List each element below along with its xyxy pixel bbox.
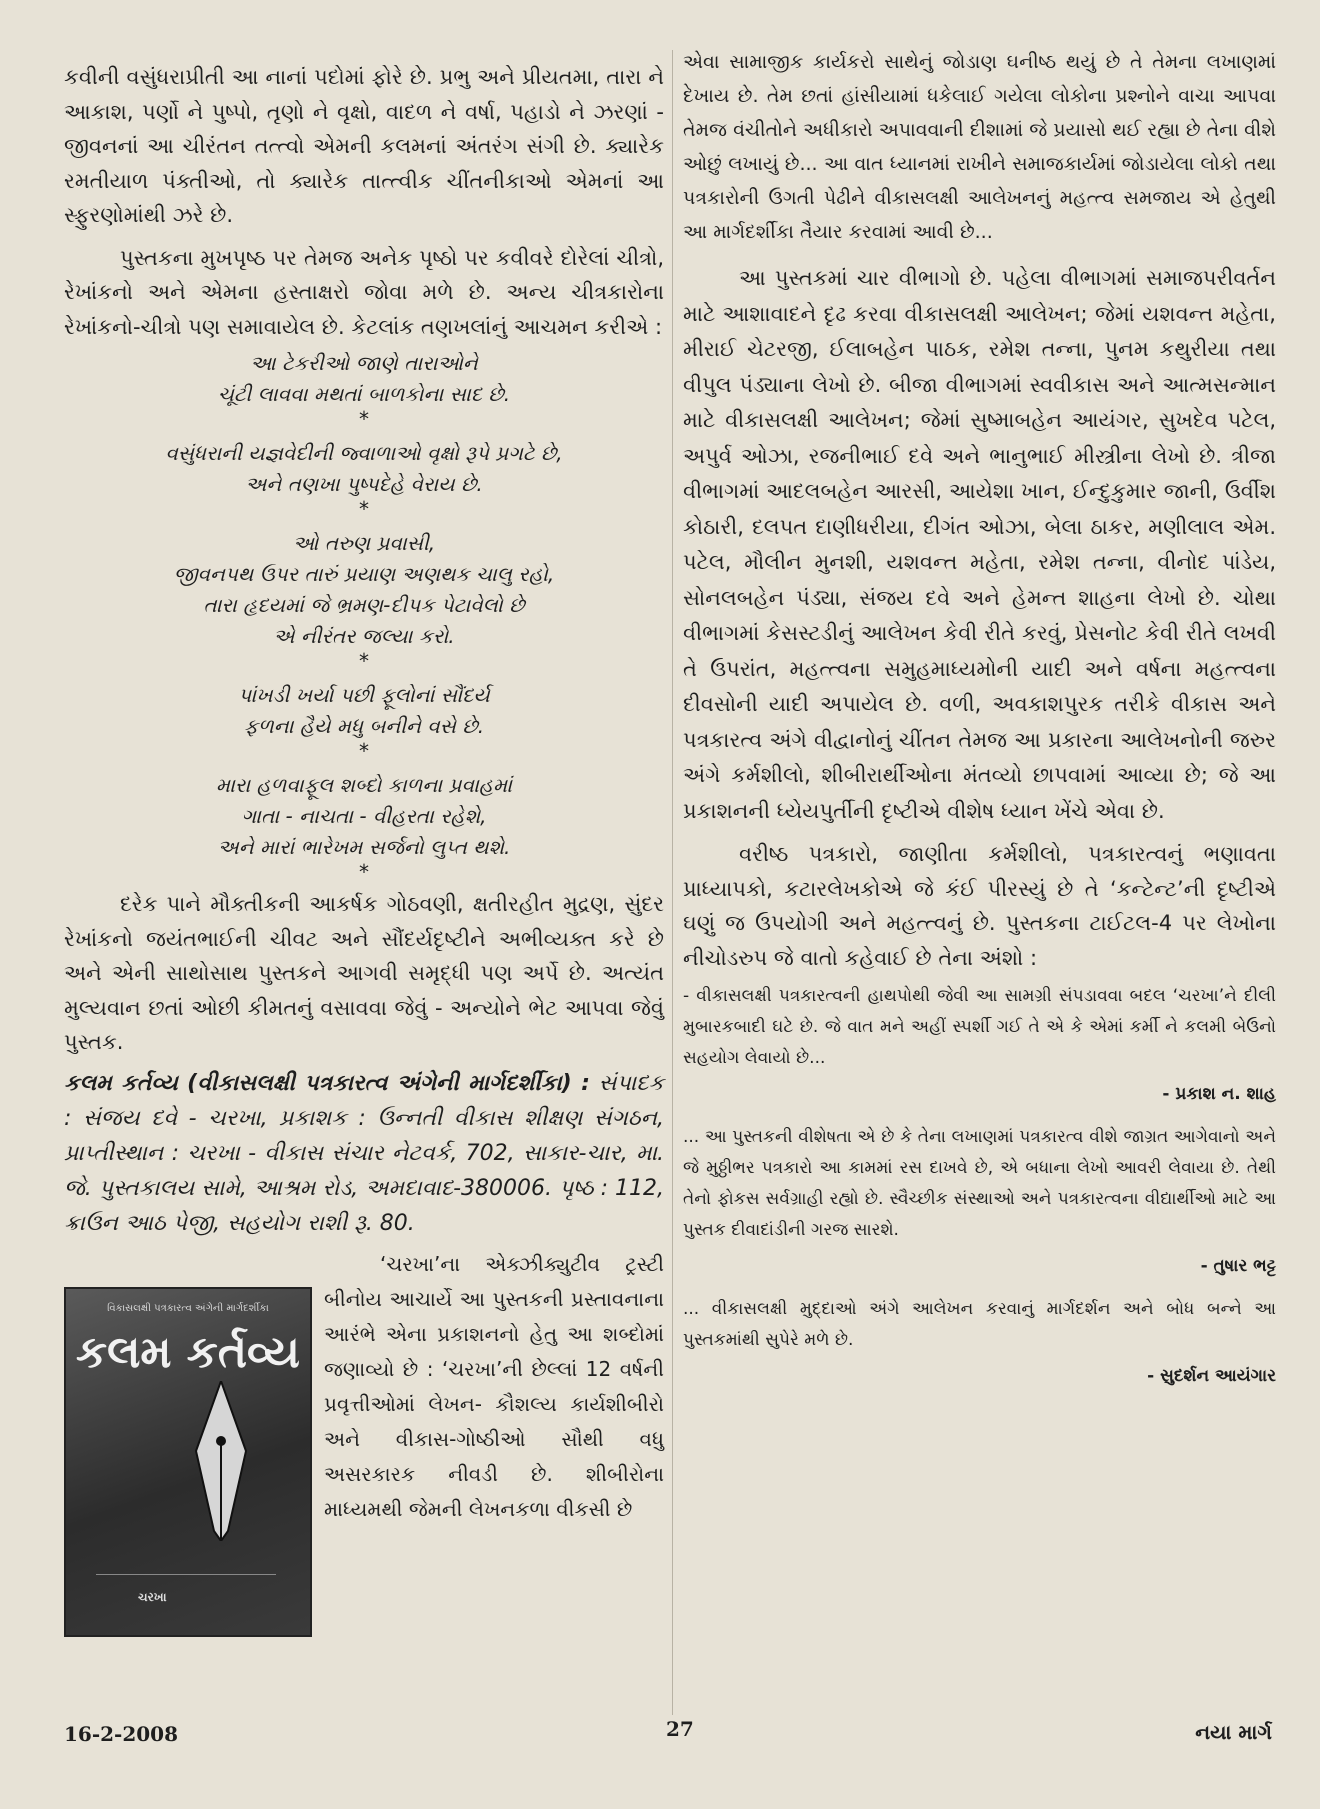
poem-3 bbox=[64, 528, 664, 652]
poem-line: અને મારાં ભારેખમ સર્જનો લુપ્ત થશે. bbox=[217, 835, 511, 859]
quote-text: ... વીકાસલક્ષી મુદ્દાઓ અંગે આલેખન કરવાનું માર્ગદર્શન અને બોધ બન્ને આ પુસ્તકમાંથી સુપેરે મળે છે. bbox=[683, 1299, 1276, 1350]
quote-1 bbox=[683, 981, 1276, 1106]
book-publication-info: સંપાદક : સંજય દવે - ચરખા, પ્રકાશક : ઉન્નતી વીકાસ શીક્ષણ સંગઠન, પ્રાપ્તીસ્થાન : ચરખા - વીકાસ સંચાર નેટવર્ક, 702, સાકાર-ચાર, મા. જે. પુસ્તકાલય સામે, આશ્રમ રોડ, અમદાવાદ-380006. પૃષ્ઠ : 112, ક્રાઉન આઠ પેજી, સહયોગ રાશી રૂ. 80. bbox=[64, 1070, 664, 1236]
quote-text: - વીકાસલક્ષી પત્રકારત્વની હાથપોથી જેવી આ સામગ્રી સંપડાવવા બદલ ‘ચરખા’ને દીલી મુબારકબાદી ઘટે છે. જે વાત મને અહીં સ્પર્શી ગઈ તે એ કે એમાં કર્મી ને કલમી બેઉનો સહયોગ લેવાયો છે... bbox=[683, 986, 1276, 1068]
quote-text: ... આ પુસ્તકની વીશેષતા એ છે કે તેના લખાણમાં પત્રકારત્વ વીશે જાગ્રત આગેવાનો અને જે મુઠ્ઠીભર પત્રકારો આ કામમાં રસ દાખવે છે, એ બધાના લેખો આવરી લેવાયા છે. તેથી તેનો ફોકસ સર્વગ્રાહી રહ્યો છે. સ્વૈચ્છીક સંસ્થાઓ અને પત્રકારત્વના વીદ્યાર્થીઓ માટે આ પુસ્તક દીવાદાંડીની ગરજ સારશે. bbox=[683, 1127, 1276, 1240]
right-column bbox=[683, 45, 1276, 1404]
intro-paragraph: ‘ચરખા’ના એક્ઝીક્યુટીવ ટ્રસ્ટી બીનોય આચાર્યે આ પુસ્તકની પ્રસ્તાવનાના આરંભે એના પ્રકાશનનો હેતુ આ શબ્દોમાં જણાવ્યો છે : ‘ચરખા’ની છેલ્લાં 12 વર્ષની પ્રવૃત્તીઓમાં લેખન- કૌશલ્ય કાર્યશીબીરો અને વીકાસ-ગોષ્ઠીઓ સૌથી વધુ અસરકારક નીવડી છે. શીબીરોના માધ્યમથી જેમની લેખનકળા વીકસી છે bbox=[324, 1251, 664, 1521]
issue-date: 16-2-2008 bbox=[64, 1722, 179, 1746]
poem-line: ફળના હૈયે મધુ બનીને વસે છે. bbox=[243, 714, 485, 738]
poem-line: તારા હૃદયમાં જે ભ્રમણ-દીપક પેટાવેલો છે bbox=[203, 593, 525, 617]
quote-author: - પ્રકાશ ન. શાહ bbox=[1162, 1084, 1276, 1104]
quote-2 bbox=[683, 1122, 1276, 1278]
poem-line: મારા હળવાફૂલ શબ્દો કાળના પ્રવાહમાં bbox=[215, 773, 513, 797]
pen-nib-icon bbox=[186, 1381, 256, 1541]
page-number: 27 bbox=[666, 1717, 694, 1741]
poem-line: ઓ તરુણ પ્રવાસી, bbox=[292, 531, 436, 555]
poem-separator: * bbox=[359, 739, 369, 763]
book-details bbox=[64, 1066, 664, 1241]
review-paragraph-5: આ પુસ્તકમાં ચાર વીભાગો છે. પહેલા વીભાગમાં સમાજપરીવર્તન માટે આશાવાદને દૃઢ કરવા વીકાસલક્ષી આલેખન; જેમાં યશવન્ત મહેતા, મીરાઈ ચેટરજી, ઈલાબહેન પાઠક, રમેશ તન્ના, પુનમ કથુરીયા તથા વીપુલ પંડ્યાના લેખો છે. બીજા વીભાગમાં સ્વવીકાસ અને આત્મસન્માન માટે વીકાસલક્ષી આલેખન; જેમાં સુષ્માબહેન આયંગર, સુખદેવ પટેલ, અપુર્વ ઓઝા, રજનીભાઈ દવે અને ભાનુભાઈ મીસ્ત્રીના લેખો છે. ત્રીજા વીભાગમાં આદલબહેન આરસી, આયેશા ખાન, ઈન્દુકુમાર જાની, ઉર્વીશ કોઠારી, દલપત દાણીધરીયા, દીગંત ઓઝા, બેલા ઠાકર, મણીલાલ એમ. પટેલ, મૌલીન મુનશી, યશવન્ત મહેતા, રમેશ તન્ના, વીનોદ પાંડેય, સોનલબહેન પંડ્યા, સંજય દવે અને હેમન્ત શાહના લેખો છે. ચોથા વીભાગમાં કેસસ્ટડીનું આલેખન કેવી રીતે કરવું, પ્રેસનોટ કેવી રીતે લખવી તે ઉપરાંત, મહત્ત્વના સમુહમાધ્યમોની યાદી અને વર્ષના મહત્ત્વના દીવસોની યાદી અપાયેલ છે. વળી, અવકાશપુરક તરીકે વીકાસ અને પત્રકારત્વ અંગે વીદ્વાનોનું ચીંતન તેમજ આ પ્રકારના આલેખનોની જરુર અંગે કર્મશીલો, શીબીરાર્થીઓના મંતવ્યો છાપવામાં આવ્યા છે; જે આ પ્રકાશનની ધ્યેયપુર્તીની દૃષ્ટીએ વીશેષ ધ્યાન ખેંચે એવા છે. bbox=[683, 266, 1276, 823]
quote-3 bbox=[683, 1294, 1276, 1388]
quotes-section bbox=[683, 981, 1276, 1388]
column-divider bbox=[672, 50, 673, 1715]
review-paragraph-4: એવા સામાજીક કાર્યકરો સાથેનું જોડાણ ઘનીષ્ઠ થયું છે તે તેમના લખાણમાં દેખાય છે. તેમ છતાં હાંસીયામાં ધકેલાઈ ગયેલા લોકોના પ્રશ્નોને વાચા આપવા તેમજ વંચીતોને અધીકારો અપાવવાની દીશામાં જે પ્રયાસો થઈ રહ્યા છે તેના વીશે ઓછું લખાયું છે... આ વાત ધ્યાનમાં રાખીને સમાજકાર્યમાં જોડાયેલા લોકો તથા પત્રકારોની ઉગતી પેઢીને વીકાસલક્ષી આલેખનનું મહત્ત્વ સમજાય એ હેતુથી આ માર્ગદર્શીકા તૈયાર કરવામાં આવી છે... bbox=[683, 51, 1276, 243]
poem-line: અને તણખા પુષ્પદેહે વેરાય છે. bbox=[245, 472, 483, 496]
poem-1 bbox=[64, 348, 664, 410]
poem-2 bbox=[64, 438, 664, 500]
poem-separator: * bbox=[359, 860, 369, 884]
poem-5 bbox=[64, 770, 664, 863]
review-paragraph-2: પુસ્તકના મુખપૃષ્ઠ પર તેમજ અનેક પૃષ્ઠો પર કવીવરે દોરેલાં ચીત્રો, રેખાંકનો અને એમના હસ્તાક્ષરો જોવા મળે છે. અન્ય ચીત્રકારોના રેખાંકનો-ચીત્રો પણ સમાવાયેલ છે. કેટલાંક તણખલાંનું આચમન કરીએ : bbox=[64, 245, 664, 339]
poem-line: આ ટેકરીઓ જાણે તારાઓને bbox=[250, 351, 478, 375]
book-title: કલમ કર્તવ્ય (વીકાસલક્ષી પત્રકારત્વ અંગેની માર્ગદર્શીકા) : bbox=[64, 1070, 590, 1096]
book-intro-section bbox=[64, 1247, 664, 1752]
review-paragraph-3: દરેક પાને મૌક્તીકની આકર્ષક ગોઠવણી, ક્ષતીરહીત મુદ્રણ, સુંદર રેખાંકનો જયંતભાઈની ચીવટ અને સૌંદર્યદૃષ્ટીને અભીવ્યક્ત કરે છે અને એની સાથોસાથ પુસ્તકને આગવી સમૃદ્ધી પણ અર્પે છે. અત્યંત મુલ્યવાન છતાં ઓછી કીમતનું વસાવવા જેવું - અન્યોને ભેટ આપવા જેવું પુસ્તક. bbox=[64, 892, 664, 1054]
poem-line: વસુંધરાની યજ્ઞવેદીની જ્વાળાઓ વૃક્ષો રૂપે પ્રગટે છે, bbox=[165, 441, 563, 465]
poem-line: જીવનપથ ઉપર તારું પ્રયાણ અણથક ચાલુ રહો, bbox=[173, 562, 555, 586]
cover-publisher-logo: ચરખા bbox=[138, 1589, 167, 1604]
quote-author: - સુદર્શન આયંગાર bbox=[1147, 1366, 1276, 1386]
poem-excerpts bbox=[64, 348, 664, 884]
cover-subtitle: વિકાસલક્ષી પત્રકારત્વ અંગેની માર્ગદર્શીકા bbox=[107, 1302, 269, 1314]
review-paragraph-6: વરીષ્ઠ પત્રકારો, જાણીતા કર્મશીલો, પત્રકારત્વનું ભણાવતા પ્રાધ્યાપકો, કટારલેખકોએ જે કંઈ પીરસ્યું છે તે ‘કન્ટેન્ટ’ની દૃષ્ટીએ ઘણું જ ઉપયોગી અને મહત્ત્વનું છે. પુસ્તકના ટાઈટલ-4 પર લેખોના નીચોડરુપ જે વાતો કહેવાઈ છે તેના અંશો : bbox=[683, 842, 1276, 970]
review-paragraph-1: કવીની વસુંધરાપ્રીતી આ નાનાં પદોમાં ફોરે છે. પ્રભુ અને પ્રીયતમા, તારા ને આકાશ, પર્ણો ને પુષ્પો, તૃણો ને વૃક્ષો, વાદળ ને વર્ષા, પહાડો ને ઝરણાં - જીવનનાં આ ચીરંતન તત્ત્વો એમની કલમનાં અંતરંગ સંગી છે. ક્યારેક રમતીયાળ પંક્તીઓ, તો ક્યારેક તાત્ત્વીક ચીંતનીકાઓ એમનાં આ સ્ફુરણોમાંથી ઝરે છે. bbox=[64, 65, 664, 227]
poem-4 bbox=[64, 680, 664, 742]
poem-line: ગાતા - નાચતા - વીહરતા રહેશે, bbox=[241, 804, 487, 828]
poem-separator: * bbox=[359, 649, 369, 673]
left-column bbox=[64, 60, 664, 1752]
poem-line: પાંખડી ખર્યા પછી ફૂલોનાં સૌંદર્ય bbox=[238, 683, 490, 707]
book-intro-text bbox=[324, 1247, 664, 1527]
book-cover-image bbox=[64, 1287, 312, 1637]
poem-line: ચૂંટી લાવવા મથતાં બાળકોના સાદ છે. bbox=[217, 382, 511, 406]
poem-line: એ નીરંતર જલ્યા કરો. bbox=[273, 624, 455, 648]
cover-title: કલમ કર્તવ્ય bbox=[76, 1326, 300, 1378]
cover-publisher-strip bbox=[96, 1574, 276, 1611]
poem-separator: * bbox=[359, 407, 369, 431]
magazine-name: નયા માર્ગ bbox=[1195, 1720, 1272, 1744]
quote-author: - તુષાર ભટ્ટ bbox=[1200, 1256, 1276, 1276]
poem-separator: * bbox=[359, 497, 369, 521]
